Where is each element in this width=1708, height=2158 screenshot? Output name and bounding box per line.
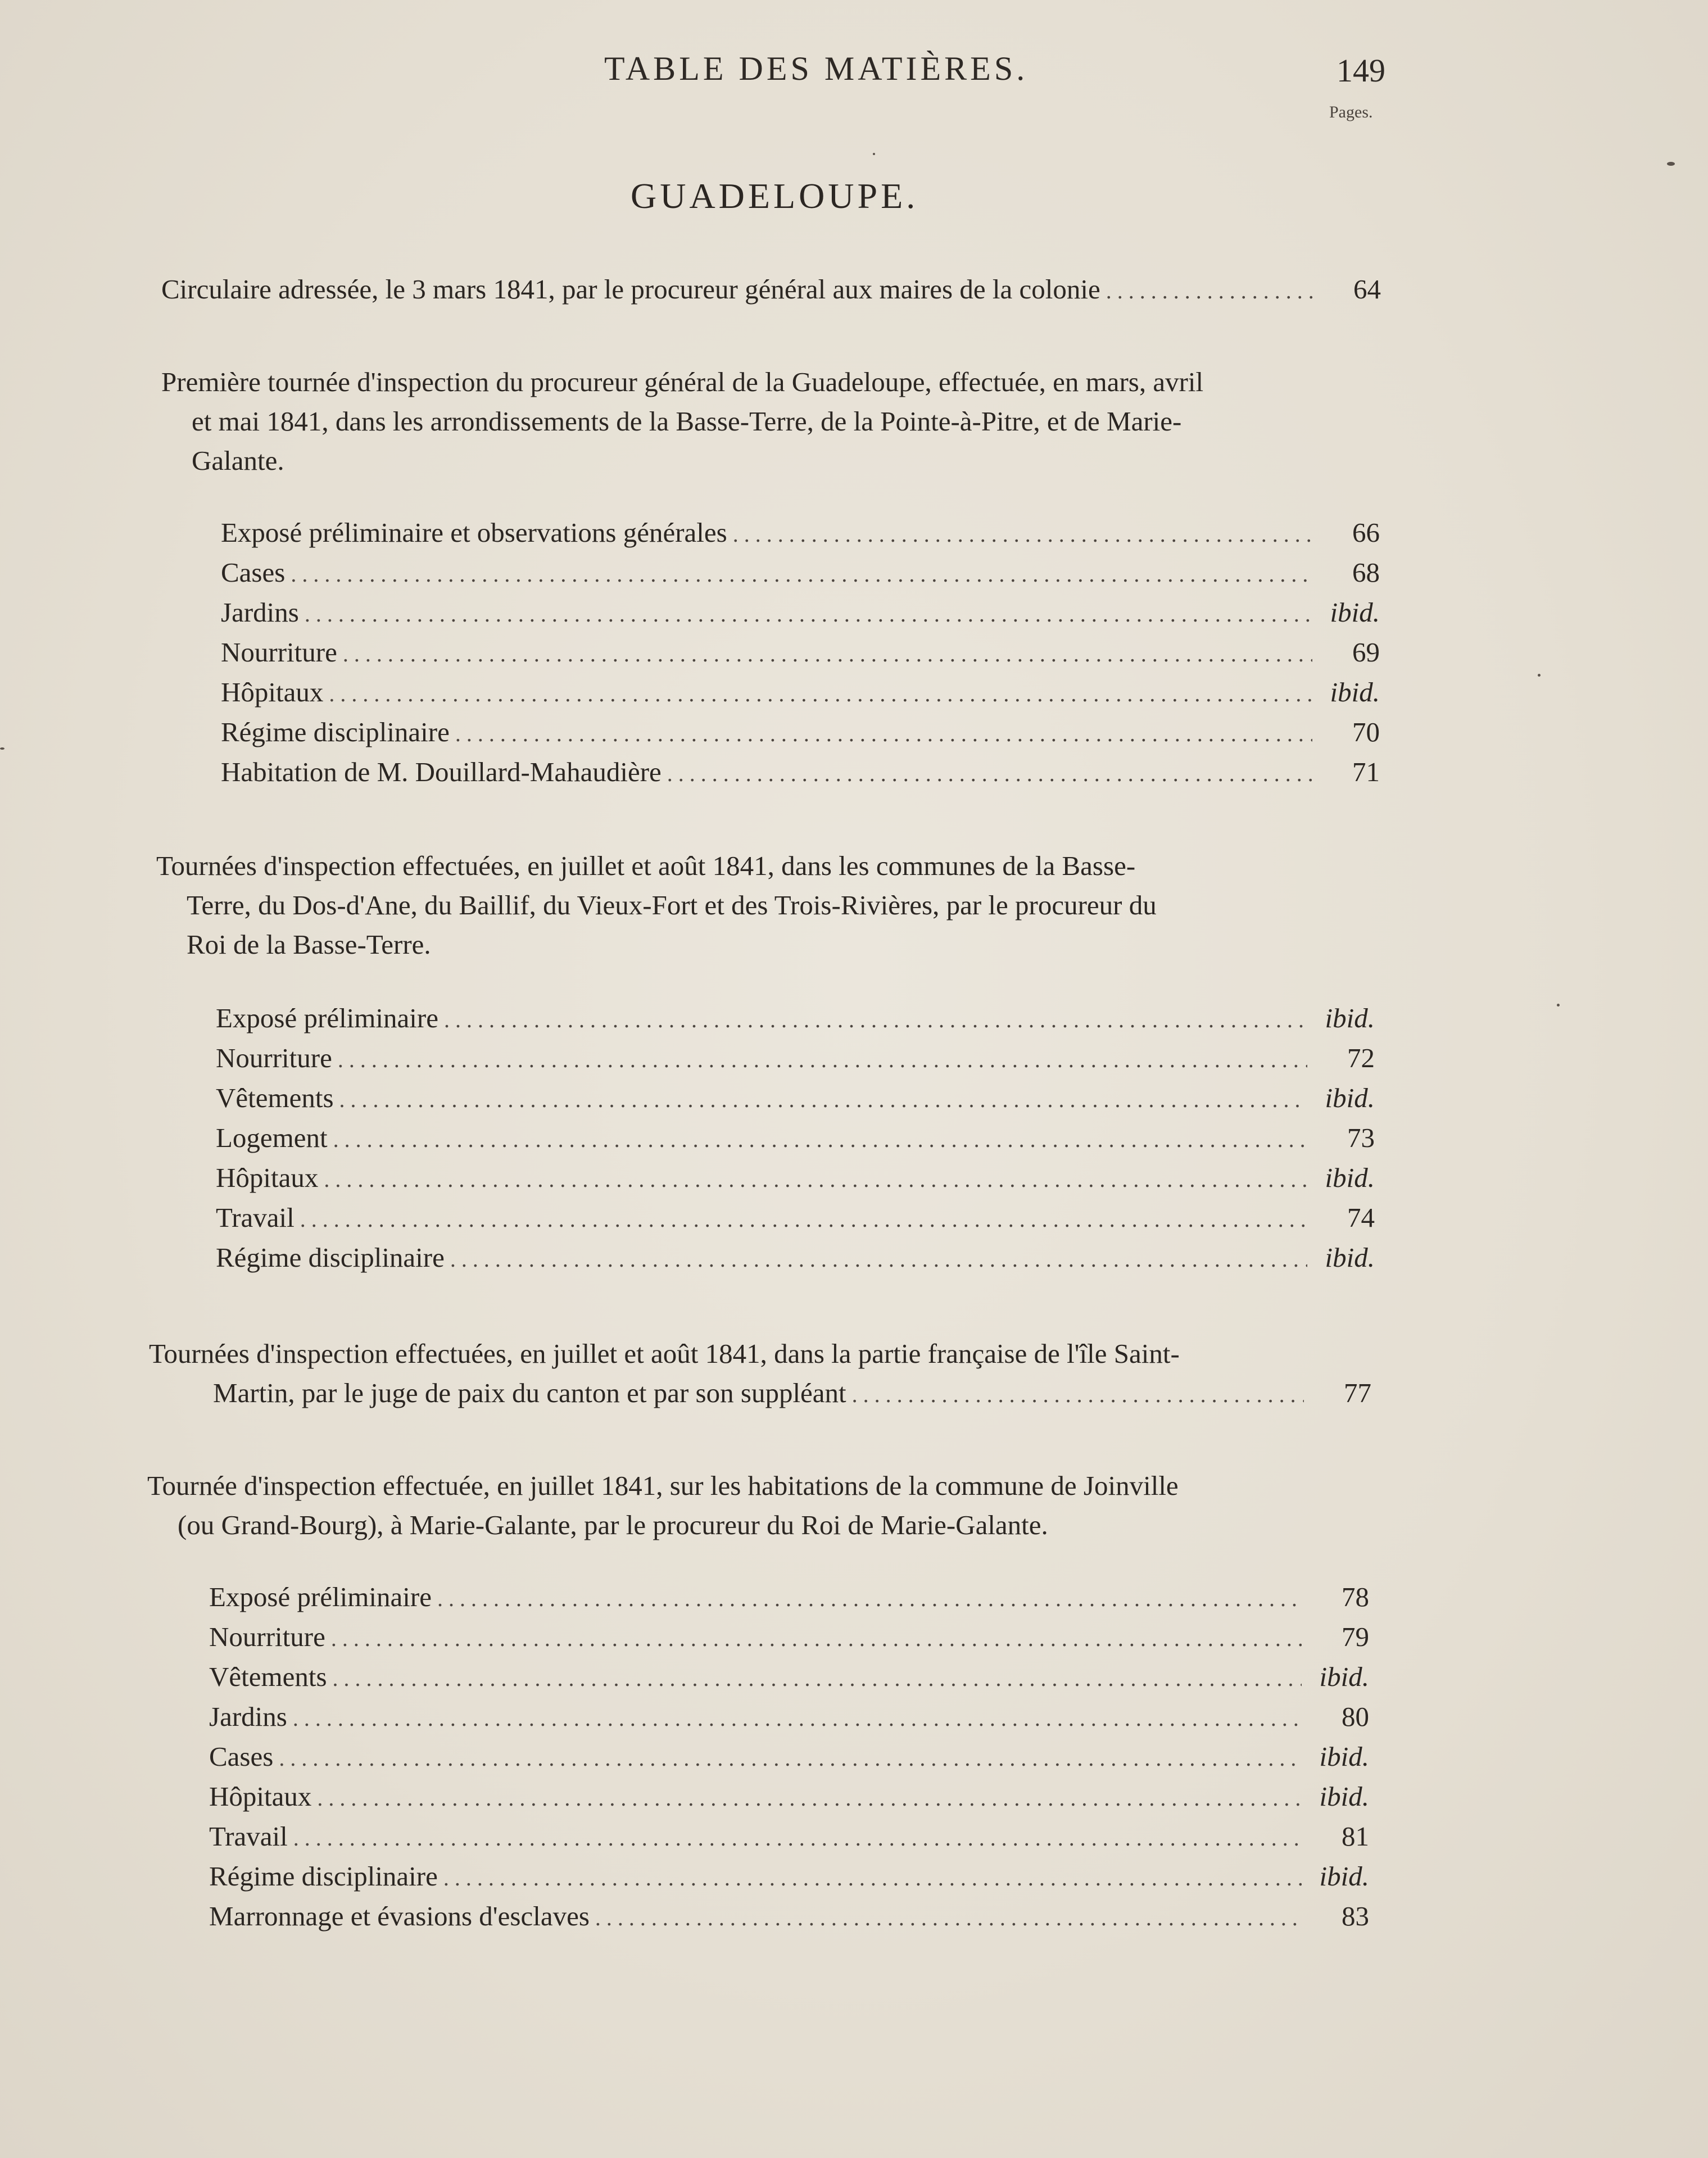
sub-entry-page: 72 — [1347, 1042, 1375, 1073]
sub-entry — [221, 513, 1380, 552]
sub-entry — [221, 592, 1380, 632]
sub-entry — [216, 1038, 1375, 1078]
paper-speck — [0, 747, 4, 750]
sub-entry-label: Jardins — [221, 597, 299, 628]
entry-line: Tournées d'inspection effectuées, en juillet et août 1841, dans la partie française de l'île Saint- — [149, 1338, 1180, 1369]
sub-entry — [209, 1657, 1369, 1697]
sub-entry-page: ibid. — [1319, 1661, 1369, 1692]
sub-entry-page: ibid. — [1325, 1242, 1375, 1273]
sub-entries-basse-terre — [216, 998, 1375, 1277]
sub-entry-label: Vêtements — [209, 1661, 327, 1692]
sub-entry — [216, 1118, 1375, 1158]
toc-entry-circulaire — [161, 270, 1381, 311]
dot-leader — [324, 1158, 1307, 1199]
sub-entry-label: Marronnage et évasions d'esclaves — [209, 1901, 590, 1932]
running-head: TABLE DES MATIÈRES. — [604, 50, 1029, 87]
dot-leader — [343, 632, 1312, 674]
sub-entry-label: Exposé préliminaire et observations générales — [221, 517, 727, 548]
dot-leader — [455, 712, 1312, 754]
sub-entry-page: ibid. — [1330, 677, 1380, 708]
sub-entry-page: 74 — [1347, 1202, 1375, 1233]
entry-line: Galante. — [192, 445, 284, 476]
sub-entry-page: ibid. — [1325, 1003, 1375, 1033]
sub-entry — [221, 752, 1380, 792]
dot-leader — [338, 1038, 1307, 1080]
paper-speck — [873, 153, 875, 155]
sub-entry-label: Cases — [221, 557, 286, 588]
sub-entry-label: Jardins — [209, 1701, 287, 1732]
entry-line: Terre, du Dos-d'Ane, du Baillif, du Vieux-Fort et des Trois-Rivières, par le procureur du — [187, 890, 1157, 921]
sub-entry-label: Nourriture — [216, 1042, 332, 1073]
paper-speck — [1538, 674, 1541, 677]
sub-entry-label: Travail — [216, 1202, 295, 1233]
dot-leader — [329, 672, 1312, 714]
sub-entry-label: Vêtements — [216, 1082, 334, 1113]
sub-entry-label: Nourriture — [221, 637, 337, 668]
sub-entry — [209, 1617, 1369, 1657]
sub-entry-label: Logement — [216, 1122, 328, 1153]
dot-leader — [667, 752, 1312, 794]
page-number: 149 — [1337, 52, 1385, 89]
sub-entry — [216, 1078, 1375, 1118]
toc-entry-premiere-tournee — [161, 362, 1381, 480]
sub-entry-page: 70 — [1352, 717, 1380, 747]
sub-entry — [216, 998, 1375, 1038]
sub-entry — [216, 1158, 1375, 1198]
entry-line: Tournées d'inspection effectuées, en juillet et août 1841, dans les communes de la Basse- — [156, 850, 1136, 881]
sub-entry — [209, 1816, 1369, 1856]
sub-entry — [221, 552, 1380, 592]
dot-leader — [333, 1118, 1307, 1159]
dot-leader — [450, 1237, 1307, 1279]
sub-entry-page: 78 — [1342, 1581, 1369, 1612]
entry-page: 77 — [1344, 1377, 1371, 1408]
sub-entry-label: Hôpitaux — [216, 1162, 319, 1193]
sub-entry-label: Nourriture — [209, 1621, 325, 1652]
toc-entry-saint-martin — [149, 1334, 1371, 1415]
sub-entry — [221, 632, 1380, 672]
sub-entry-page: ibid. — [1325, 1162, 1375, 1193]
entry-line: Première tournée d'inspection du procureur général de la Guadeloupe, effectuée, en mars, avril — [161, 366, 1204, 397]
entry-line: Roi de la Basse-Terre. — [187, 929, 431, 960]
dot-leader — [437, 1577, 1302, 1618]
sub-entry-label: Régime disciplinaire — [221, 717, 450, 747]
paper-speck — [1557, 1004, 1560, 1007]
sub-entry — [209, 1577, 1369, 1617]
sub-entries-marie-galante — [209, 1577, 1369, 1936]
dot-leader — [291, 552, 1312, 594]
dot-leader — [595, 1896, 1302, 1938]
sub-entry — [209, 1776, 1369, 1816]
entry-line: et mai 1841, dans les arrondissements de la Basse-Terre, de la Pointe-à-Pitre, et de Marie- — [192, 406, 1182, 437]
dot-leader — [293, 1697, 1302, 1738]
sub-entry-page: ibid. — [1325, 1082, 1375, 1113]
sub-entry-label: Cases — [209, 1741, 274, 1772]
sub-entry — [209, 1896, 1369, 1936]
sub-entry-page: ibid. — [1319, 1781, 1369, 1812]
sub-entry — [209, 1697, 1369, 1737]
sub-entry-page: 79 — [1342, 1621, 1369, 1652]
dot-leader — [444, 998, 1307, 1040]
sub-entry-label: Régime disciplinaire — [209, 1861, 438, 1892]
dot-leader — [300, 1198, 1307, 1239]
dot-leader — [305, 592, 1312, 634]
sub-entry-page: 71 — [1352, 756, 1380, 787]
sub-entry-page: 80 — [1342, 1701, 1369, 1732]
sub-entry-page: ibid. — [1319, 1861, 1369, 1892]
sub-entry-label: Hôpitaux — [221, 677, 324, 708]
entry-page: 64 — [1353, 274, 1381, 305]
sub-entry — [216, 1198, 1375, 1237]
sub-entry — [209, 1856, 1369, 1896]
paper-speck — [1667, 162, 1675, 166]
sub-entry-page: ibid. — [1330, 597, 1380, 628]
section-title: GUADELOUPE. — [631, 176, 919, 216]
toc-entry-tournees-basse-terre — [156, 846, 1376, 964]
sub-entry-page: 66 — [1352, 517, 1380, 548]
sub-entry — [221, 712, 1380, 752]
sub-entry-page: 68 — [1352, 557, 1380, 588]
sub-entry — [216, 1237, 1375, 1277]
dot-leader — [331, 1617, 1302, 1658]
sub-entry-label: Habitation de M. Douillard-Mahaudière — [221, 756, 662, 787]
sub-entry-label: Travail — [209, 1821, 288, 1852]
sub-entry-label: Régime disciplinaire — [216, 1242, 445, 1273]
dot-leader — [339, 1078, 1307, 1119]
sub-entry-page: 81 — [1342, 1821, 1369, 1852]
sub-entry-page: 73 — [1347, 1122, 1375, 1153]
toc-entry-marie-galante — [147, 1466, 1370, 1545]
dot-leader — [852, 1373, 1304, 1415]
dot-leader — [733, 513, 1312, 554]
entry-line: (ou Grand-Bourg), à Marie-Galante, par le procureur du Roi de Marie-Galante. — [178, 1509, 1048, 1540]
dot-leader — [279, 1737, 1302, 1778]
dot-leader — [317, 1776, 1302, 1818]
sub-entry-label: Exposé préliminaire — [209, 1581, 432, 1612]
dot-leader — [1106, 270, 1313, 311]
entry-label: Circulaire adressée, le 3 mars 1841, par le procureur général aux maires de la colonie — [161, 274, 1100, 305]
sub-entry-label: Hôpitaux — [209, 1781, 312, 1812]
sub-entry — [209, 1737, 1369, 1776]
dot-leader — [333, 1657, 1302, 1698]
entry-line: Tournée d'inspection effectuée, en juillet 1841, sur les habitations de la commune de Joinville — [147, 1470, 1179, 1501]
pages-column-label: Pages. — [1329, 103, 1373, 121]
sub-entries-premiere-tournee — [221, 513, 1380, 792]
sub-entry-page: 69 — [1352, 637, 1380, 668]
dot-leader — [443, 1856, 1302, 1898]
dot-leader — [293, 1816, 1302, 1858]
entry-line: Martin, par le juge de paix du canton et par son suppléant — [213, 1377, 846, 1408]
sub-entry-page: ibid. — [1319, 1741, 1369, 1772]
sub-entry — [221, 672, 1380, 712]
sub-entry-page: 83 — [1342, 1901, 1369, 1932]
sub-entry-label: Exposé préliminaire — [216, 1003, 438, 1033]
